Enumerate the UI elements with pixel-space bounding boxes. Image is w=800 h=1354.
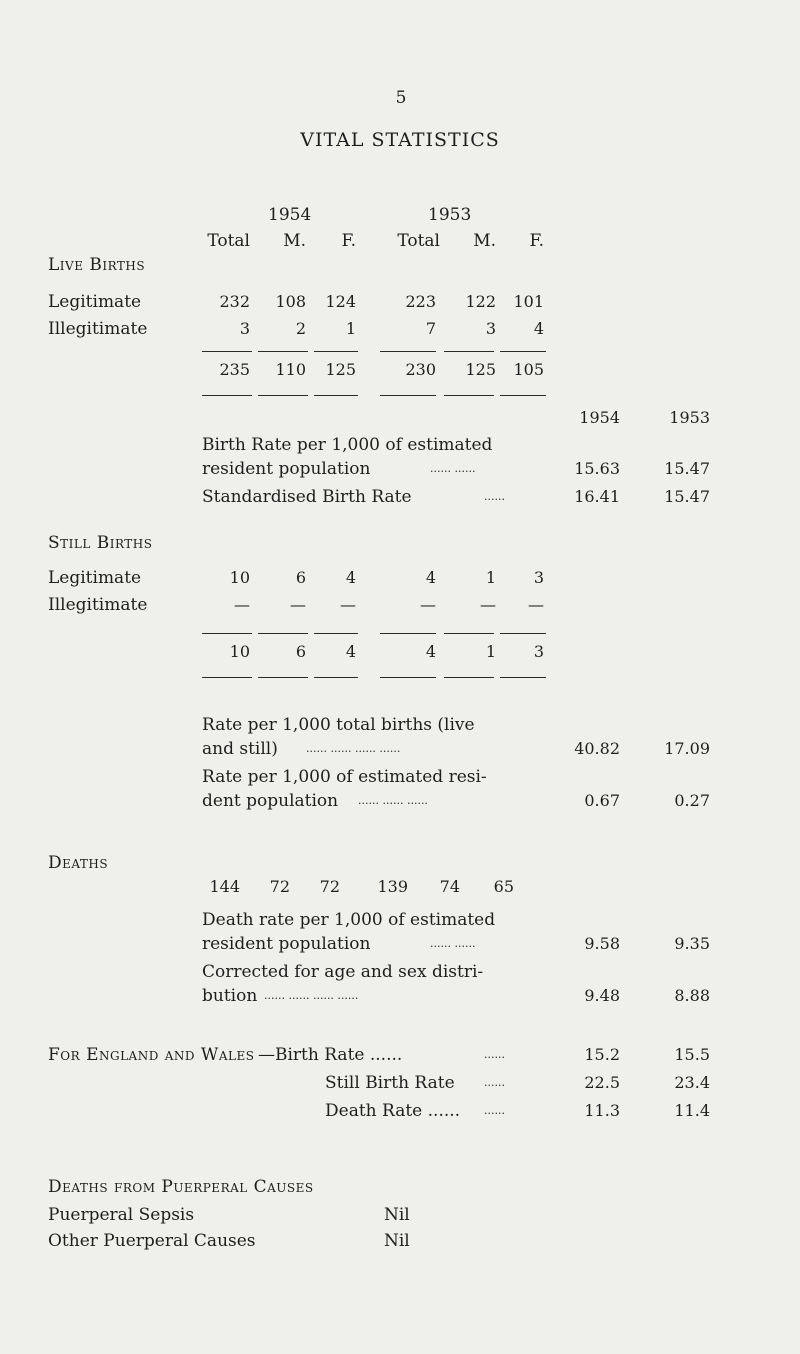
- col-header-total-1954: Total: [207, 231, 250, 251]
- total-cell: 105: [513, 360, 544, 379]
- ew-death-rate-label: Death Rate ......: [325, 1101, 461, 1121]
- total-cell: 1: [485, 642, 496, 661]
- cell: 74: [439, 877, 460, 896]
- cell: 10: [229, 568, 250, 587]
- page-title: VITAL STATISTICS: [300, 129, 500, 151]
- live-births-heading: Live Births: [48, 255, 146, 275]
- cell: 65: [493, 877, 514, 896]
- leader-dots: ......: [484, 1104, 505, 1117]
- cell: 3: [239, 319, 250, 338]
- rate-label-line1: Rate per 1,000 of estimated resi-: [202, 767, 487, 787]
- ew-birth-rate-1953: 15.5: [674, 1045, 710, 1064]
- rate-label-line2: dent population: [202, 791, 339, 811]
- rule: [202, 677, 252, 678]
- rate-label-line1: Birth Rate per 1,000 of estimated: [202, 435, 493, 455]
- rate-value-1954: 9.58: [584, 934, 620, 953]
- cell: 3: [485, 319, 496, 338]
- rule: [444, 633, 494, 634]
- leader-dots: ...... ......: [430, 937, 476, 950]
- puerperal-heading: Deaths from Puerperal Causes: [48, 1177, 314, 1197]
- cell: —: [234, 595, 250, 614]
- cell: —: [480, 595, 496, 614]
- rule: [258, 677, 308, 678]
- rate-value-1953: 17.09: [664, 739, 710, 758]
- rule: [314, 351, 358, 352]
- rate-value-1953: 15.47: [664, 487, 710, 506]
- cell: —: [340, 595, 356, 614]
- rule: [380, 395, 436, 396]
- rate-label-line1: Rate per 1,000 total births (live: [202, 715, 475, 735]
- cell: —: [290, 595, 306, 614]
- col-header-total-1953: Total: [397, 231, 440, 251]
- rate-label-line2: resident population: [202, 934, 371, 954]
- total-cell: 125: [325, 360, 356, 379]
- col-header-m-1954: M.: [283, 231, 306, 251]
- cell: 72: [319, 877, 340, 896]
- deaths-heading: Deaths: [48, 853, 109, 873]
- cell: 1: [485, 568, 496, 587]
- rate-value-1954: 16.41: [574, 487, 620, 506]
- rule: [444, 351, 494, 352]
- rule: [380, 351, 436, 352]
- rule: [314, 633, 358, 634]
- col-header-f-1953: F.: [529, 231, 544, 251]
- rate-year-1954-header: 1954: [579, 408, 620, 427]
- total-cell: 125: [465, 360, 496, 379]
- rate-label-line2: bution: [202, 986, 258, 1006]
- rate-year-1953-header: 1953: [669, 408, 710, 427]
- rate-label-line2: and still): [202, 739, 278, 759]
- ew-death-rate-1953: 11.4: [674, 1101, 710, 1120]
- cell: 6: [295, 568, 306, 587]
- rule: [202, 395, 252, 396]
- rate-label-line1: Standardised Birth Rate: [202, 487, 412, 507]
- puerperal-sepsis-label: Puerperal Sepsis: [48, 1205, 195, 1225]
- rule: [202, 351, 252, 352]
- rate-value-1954: 15.63: [574, 459, 620, 478]
- rule: [380, 633, 436, 634]
- total-cell: 4: [425, 642, 436, 661]
- rule: [258, 633, 308, 634]
- rule: [202, 633, 252, 634]
- leader-dots: ...... ...... ......: [358, 794, 428, 807]
- rate-value-1953: 9.35: [674, 934, 710, 953]
- total-cell: 230: [405, 360, 436, 379]
- ew-death-rate-1954: 11.3: [584, 1101, 620, 1120]
- total-cell: 235: [219, 360, 250, 379]
- row-label-illegitimate: Illegitimate: [48, 595, 148, 615]
- row-label-legitimate: Legitimate: [48, 568, 142, 588]
- leader-dots: ...... ...... ...... ......: [306, 742, 401, 755]
- cell: 139: [377, 877, 408, 896]
- rate-value-1954: 40.82: [574, 739, 620, 758]
- leader-dots: ......: [484, 1048, 505, 1061]
- col-header-m-1953: M.: [473, 231, 496, 251]
- col-header-f-1954: F.: [341, 231, 356, 251]
- rate-value-1953: 8.88: [674, 986, 710, 1005]
- year-1954-header: 1954: [268, 205, 312, 225]
- ew-birth-rate-1954: 15.2: [584, 1045, 620, 1064]
- total-cell: 110: [275, 360, 306, 379]
- rate-value-1954: 0.67: [584, 791, 620, 810]
- cell: 4: [533, 319, 544, 338]
- cell: —: [528, 595, 544, 614]
- rate-value-1953: 15.47: [664, 459, 710, 478]
- rate-label-line2: resident population: [202, 459, 371, 479]
- ew-still-birth-rate-label: Still Birth Rate: [325, 1073, 455, 1093]
- rate-label-line1: Death rate per 1,000 of estimated: [202, 910, 496, 930]
- total-cell: 10: [229, 642, 250, 661]
- ew-birth-rate-label: —Birth Rate ......: [258, 1045, 403, 1065]
- cell: 7: [425, 319, 436, 338]
- rule: [500, 351, 546, 352]
- cell: 223: [405, 292, 436, 311]
- cell: 3: [533, 568, 544, 587]
- cell: 4: [345, 568, 356, 587]
- other-puerperal-label: Other Puerperal Causes: [48, 1231, 256, 1251]
- total-cell: 6: [295, 642, 306, 661]
- rule: [444, 395, 494, 396]
- rule: [314, 677, 358, 678]
- leader-dots: ...... ...... ...... ......: [264, 989, 359, 1002]
- cell: 101: [513, 292, 544, 311]
- rule: [500, 677, 546, 678]
- ew-still-birth-rate-1953: 23.4: [674, 1073, 710, 1092]
- cell: 124: [325, 292, 356, 311]
- cell: 108: [275, 292, 306, 311]
- rule: [314, 395, 358, 396]
- still-births-heading: Still Births: [48, 533, 153, 553]
- rate-label-line1: Corrected for age and sex distri-: [202, 962, 484, 982]
- page-number: 5: [395, 88, 407, 108]
- leader-dots: ......: [484, 1076, 505, 1089]
- puerperal-sepsis-value: Nil: [384, 1205, 410, 1225]
- cell: —: [420, 595, 436, 614]
- rule: [258, 395, 308, 396]
- rule: [258, 351, 308, 352]
- rule: [500, 395, 546, 396]
- leader-dots: ...... ......: [430, 462, 476, 475]
- cell: 122: [465, 292, 496, 311]
- rate-value-1953: 0.27: [674, 791, 710, 810]
- cell: 144: [209, 877, 240, 896]
- ew-still-birth-rate-1954: 22.5: [584, 1073, 620, 1092]
- cell: 232: [219, 292, 250, 311]
- england-wales-heading: For England and Wales: [48, 1045, 255, 1065]
- rule: [500, 633, 546, 634]
- row-label-illegitimate: Illegitimate: [48, 319, 148, 339]
- total-cell: 4: [345, 642, 356, 661]
- rule: [444, 677, 494, 678]
- row-label-legitimate: Legitimate: [48, 292, 142, 312]
- cell: 4: [425, 568, 436, 587]
- cell: 1: [345, 319, 356, 338]
- other-puerperal-value: Nil: [384, 1231, 410, 1251]
- cell: 72: [269, 877, 290, 896]
- cell: 2: [295, 319, 306, 338]
- year-1953-header: 1953: [428, 205, 472, 225]
- rule: [380, 677, 436, 678]
- rate-value-1954: 9.48: [584, 986, 620, 1005]
- leader-dots: ......: [484, 490, 505, 503]
- total-cell: 3: [533, 642, 544, 661]
